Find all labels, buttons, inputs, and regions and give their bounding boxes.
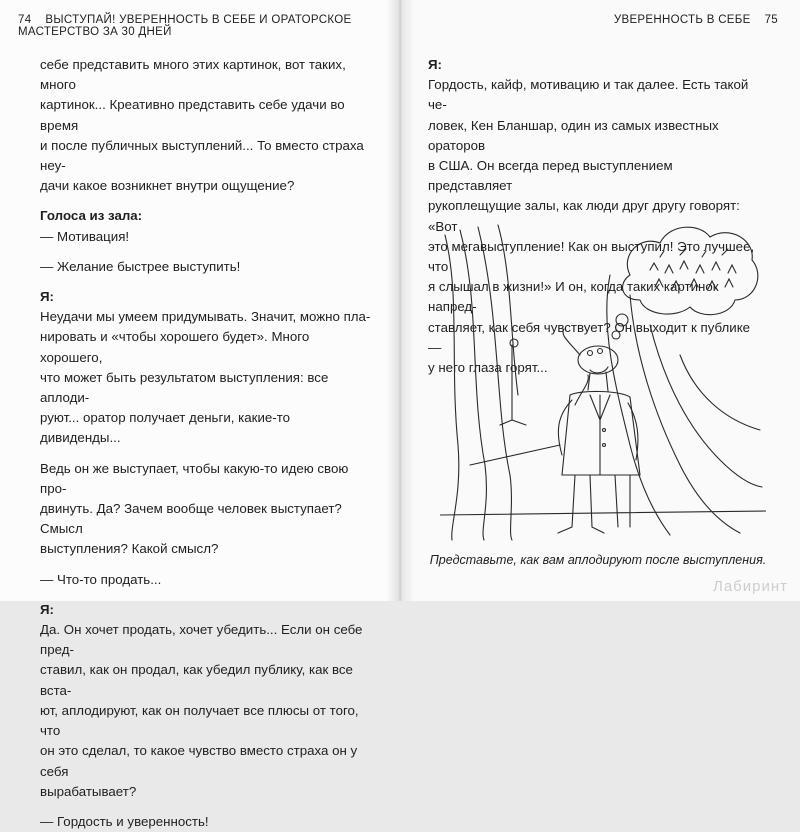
paragraph-gap [40, 247, 372, 257]
right-page-number: 75 [764, 14, 778, 26]
paragraph-gap [40, 449, 372, 459]
text-line: Да. Он хочет продать, хочет убедить... Если он себе пред- [40, 622, 363, 658]
text-line: у него глаза горят... [428, 360, 548, 376]
text-line: ловек, Кен Бланшар, один из самых известных ораторов [428, 117, 719, 153]
text-line: Ведь он же выступает, чтобы какую-то идею свою про- [40, 460, 349, 496]
speaker-label: Я: [40, 601, 54, 617]
paragraph-gap [40, 560, 372, 570]
speaker-label: Я: [428, 57, 442, 72]
text-line: Неудачи мы умеем придумывать. Значит, можно пла- [40, 309, 371, 325]
text-line: он это сделал, то какое чувство вместо страха он у себя [40, 743, 358, 779]
left-header-title: ВЫСТУПАЙ! УВЕРЕННОСТЬ В СЕБЕ И ОРАТОРСКОЕ МАСТЕРСТВО ЗА 30 ДНЕЙ [18, 14, 352, 38]
text-line: дачи какое возникнет внутри ощущение? [40, 178, 295, 194]
text-line: — Гордость и уверенность! [40, 813, 209, 829]
text-line: картинок... Креативно представить себе удачи во время [40, 97, 345, 133]
text-line: вырабатывает? [40, 783, 137, 799]
text-line: выступления? Какой смысл? [40, 541, 219, 557]
text-line: в США. Он всегда перед выступлением представляет [428, 158, 673, 194]
paragraph-gap [40, 196, 372, 206]
left-page-number: 74 [18, 14, 32, 26]
illustration-caption: Представьте, как вам аплодируют после выступления. [429, 553, 767, 567]
text-line: руют... оратор получает деньги, какие-то дивиденды... [40, 410, 291, 446]
speaker-label: Голоса из зала: [40, 208, 143, 224]
text-line: себе представить много этих картинок, вот таких, много [40, 57, 346, 93]
text-line: ставляет, как себя чувствует? Он выходит к публике — [428, 319, 751, 355]
text-line: — Желание быстрее выступить! [40, 258, 241, 274]
text-line: и после публичных выступлений... То вместо страха неу- [40, 137, 364, 174]
right-running-head [614, 14, 778, 26]
text-line: нировать и «чтобы хорошего будет». Много хорошего, [40, 329, 310, 365]
text-line: рукоплещущие залы, как люди друг другу говорят: «Вот [428, 198, 740, 234]
left-page-text [40, 55, 372, 832]
speaker-illustration [440, 215, 766, 545]
text-line: это мегавыступление! Как он выступил! Это лучшее, что [428, 238, 755, 275]
right-header-title: УВЕРЕННОСТЬ В СЕБЕ [613, 14, 751, 26]
text-line: что может быть результатом выступления: все аплоди- [40, 369, 329, 406]
book-gutter-shadow [386, 0, 414, 601]
paragraph-gap [40, 590, 372, 600]
left-running-head [18, 14, 400, 38]
left-page [0, 0, 400, 829]
text-line: я слышал в жизни!» И он, когда таких картинок напред- [428, 279, 719, 315]
text-line: ют, аплодируют, как он получает все плюсы от того, что [40, 702, 359, 739]
text-line: ставил, как он продал, как убедил публику, как все вста- [40, 662, 353, 698]
paragraph-gap [40, 802, 372, 812]
publisher-watermark: Лабиринт [712, 578, 788, 595]
text-line: двинуть. Да? Зачем вообще человек выступает? Смысл [40, 501, 342, 537]
speaker-label: Я: [40, 289, 54, 305]
text-line: — Что-то продать... [40, 571, 162, 587]
paragraph-gap [40, 277, 372, 287]
text-line: — Мотивация! [40, 228, 130, 244]
text-line: Гордость, кайф, мотивацию и так далее. Есть такой че- [428, 77, 749, 113]
